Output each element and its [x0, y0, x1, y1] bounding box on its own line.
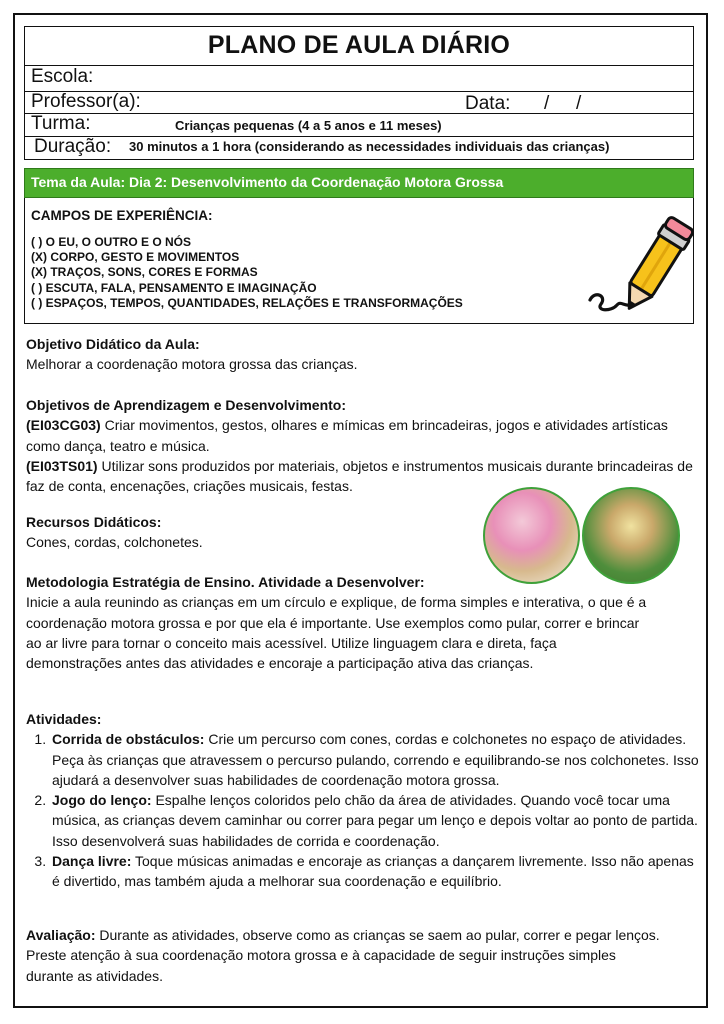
data-label: Data: [465, 93, 511, 114]
atividade-text: Crie um percurso com cones, cordas e colchonetes no espaço de atividades. Peça às crianças que atravessem o percurso pulando, correndo e equilibrando-se nos colchonetes. Isso ajudará a desenvolver suas habilidades de coordenação motora grossa. [52, 731, 699, 788]
section-text: Inicie a aula reunindo as crianças em um círculo e explique, de forma simples e interativa, o que é a coordenação motora grossa e por que ela é importante. Use exemplos como pular, correr e brincar ao ar livre para tornar o conceito mais acessível. Utilize linguagem clara e direta, faça demonstrações antes das atividades e encoraje a participação ativa das crianças. [26, 594, 647, 672]
list-item [50, 851, 701, 892]
section-heading: Objetivo Didático da Aula: [26, 336, 200, 352]
campo-item: (X) CORPO, GESTO E MOVIMENTOS [31, 250, 240, 265]
bncc-code: (EI03CG03) [26, 417, 101, 434]
date-slash: / [544, 93, 550, 114]
divider [25, 113, 693, 114]
objetivo-item [26, 456, 701, 497]
children-dancing-photo [483, 487, 580, 584]
objetivo-item [26, 415, 701, 456]
aprendizagem-section [26, 395, 701, 496]
pencil-icon [585, 212, 695, 317]
atividade-text: Toque músicas animadas e encoraje as crianças a dançarem livremente. Isso não apenas é divertido, mas também ajuda a melhorar sua coordenação e equilíbrio. [52, 853, 694, 890]
avaliacao-section [26, 925, 666, 986]
divider [25, 65, 693, 66]
campo-item: ( ) ESPAÇOS, TEMPOS, QUANTIDADES, RELAÇÕES E TRANSFORMAÇÕES [31, 295, 463, 310]
atividades-section [26, 709, 701, 892]
objetivo-text: Criar movimentos, gestos, olhares e mímicas em brincadeiras, jogos e atividades artísticas como dança, teatro e música. [26, 417, 668, 454]
campos-list [31, 235, 463, 311]
campo-item: ( ) ESCUTA, FALA, PENSAMENTO E IMAGINAÇÃO [31, 280, 317, 295]
metodologia-section [26, 572, 701, 673]
list-item [50, 729, 701, 790]
section-text: Cones, cordas, colchonetes. [26, 534, 203, 551]
section-heading: Objetivos de Aprendizagem e Desenvolvimento: [26, 397, 347, 413]
section-text: Durante as atividades, observe como as crianças se saem ao pular, correr e pegar lenços. Preste atenção à sua coordenação motora grossa e à capacidade de seguir instruções simples durante as atividades. [26, 927, 660, 984]
atividades-list [26, 729, 701, 891]
header-box [24, 26, 694, 160]
duracao-value: 30 minutos a 1 hora (considerando as necessidades individuais das crianças) [129, 139, 610, 154]
objetivo-section [26, 334, 701, 375]
atividade-title: Jogo do lenço: [52, 792, 152, 809]
atividade-text: Espalhe lenços coloridos pelo chão da área de atividades. Quando você tocar uma música, as crianças devem caminhar ou correr para pegar um lenço e depois voltar ao ponto de partida. Isso desenvolverá suas habilidades de corrida e coordenação. [52, 792, 698, 849]
turma-label: Turma: [31, 113, 91, 134]
professor-label: Professor(a): [31, 91, 141, 112]
turma-value: Crianças pequenas (4 a 5 anos e 11 meses) [175, 118, 442, 133]
section-heading: Avaliação: [26, 927, 96, 943]
date-slash: / [576, 93, 582, 114]
theme-bar: Tema da Aula: Dia 2: Desenvolvimento da Coordenação Motora Grossa [24, 168, 694, 198]
bncc-code: (EI03TS01) [26, 457, 98, 474]
objetivo-text: Utilizar sons produzidos por materiais, objetos e instrumentos musicais durante brincadeiras de faz de conta, encenações, criações musicais, festas. [26, 457, 693, 495]
section-heading: Atividades: [26, 711, 102, 727]
atividade-title: Dança livre: [52, 853, 132, 870]
duracao-label: Duração: [34, 136, 112, 157]
campo-item: ( ) O EU, O OUTRO E O NÓS [31, 235, 192, 249]
recursos-section [26, 512, 466, 553]
section-text: Melhorar a coordenação motora grossa das crianças. [26, 356, 358, 373]
escola-label: Escola: [31, 66, 94, 87]
campos-title: CAMPOS DE EXPERIÊNCIA: [31, 208, 213, 223]
atividade-title: Corrida de obstáculos: [52, 731, 205, 748]
section-heading: Recursos Didáticos: [26, 514, 162, 530]
divider [25, 136, 693, 137]
campo-item: (X) TRAÇOS, SONS, CORES E FORMAS [31, 265, 258, 280]
children-running-photo [582, 487, 680, 584]
campos-experiencia-box [24, 198, 694, 324]
list-item [50, 790, 701, 851]
section-heading: Metodologia Estratégia de Ensino. Atividade a Desenvolver: [26, 574, 425, 590]
page-title: PLANO DE AULA DIÁRIO [207, 31, 511, 59]
